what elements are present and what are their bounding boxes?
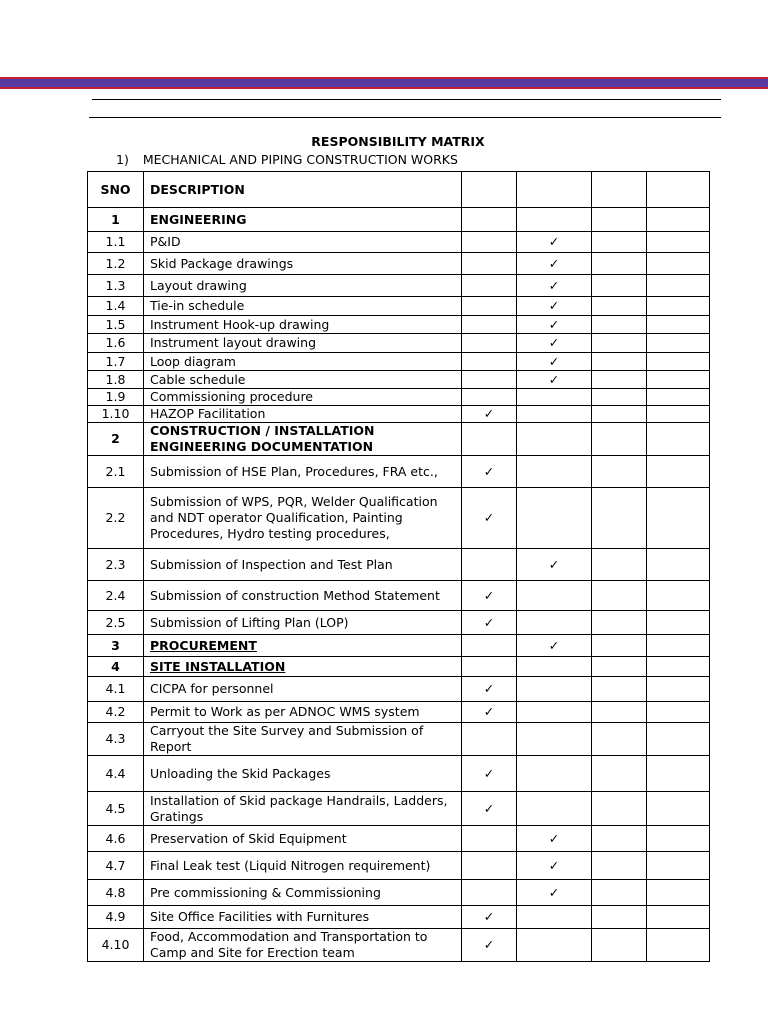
row-sno: 4.2	[88, 702, 144, 723]
responsibility-cell-1	[462, 371, 517, 389]
row-description-text: SITE INSTALLATION	[150, 658, 286, 674]
row-description	[144, 208, 462, 232]
responsibility-cell-3	[592, 929, 647, 962]
responsibility-cell-2	[517, 657, 592, 677]
table-row	[88, 456, 710, 488]
row-description	[144, 677, 462, 702]
row-description	[144, 611, 462, 635]
row-description	[144, 232, 462, 253]
responsibility-cell-4	[647, 353, 710, 371]
table-row	[88, 826, 710, 852]
responsibility-cell-1	[462, 677, 517, 702]
row-description	[144, 316, 462, 334]
row-description-text: Unloading the Skid Packages	[150, 765, 331, 781]
table-row	[88, 275, 710, 297]
row-sno: 1	[88, 208, 144, 232]
responsibility-cell-3	[592, 316, 647, 334]
responsibility-cell-1	[462, 635, 517, 657]
table-row	[88, 406, 710, 423]
responsibility-cell-3	[592, 406, 647, 423]
responsibility-cell-1	[462, 792, 517, 826]
responsibility-cell-4	[647, 852, 710, 880]
responsibility-cell-3	[592, 826, 647, 852]
responsibility-cell-3	[592, 456, 647, 488]
responsibility-cell-4	[647, 549, 710, 581]
responsibility-cell-3	[592, 549, 647, 581]
responsibility-cell-1	[462, 723, 517, 756]
responsibility-matrix-table	[87, 171, 710, 962]
row-description-text: Commissioning procedure	[150, 389, 313, 404]
row-description	[144, 488, 462, 549]
responsibility-cell-3	[592, 371, 647, 389]
check-mark-icon: ✓	[548, 857, 560, 873]
row-description-text: Final Leak test (Liquid Nitrogen requirement)	[150, 857, 431, 873]
responsibility-cell-3	[592, 275, 647, 297]
check-mark-icon: ✓	[483, 937, 495, 952]
header-description: DESCRIPTION	[144, 172, 462, 208]
table-row	[88, 423, 710, 456]
responsibility-cell-1	[462, 297, 517, 316]
table-row	[88, 635, 710, 657]
row-description-text: Instrument Hook-up drawing	[150, 316, 330, 332]
responsibility-cell-4	[647, 297, 710, 316]
row-sno: 4.4	[88, 756, 144, 792]
responsibility-cell-2	[517, 792, 592, 826]
responsibility-cell-4	[647, 316, 710, 334]
responsibility-cell-4	[647, 371, 710, 389]
responsibility-cell-1	[462, 611, 517, 635]
check-mark-icon: ✓	[548, 830, 560, 846]
responsibility-cell-3	[592, 677, 647, 702]
row-description	[144, 635, 462, 657]
row-description	[144, 549, 462, 581]
responsibility-cell-4	[647, 389, 710, 406]
responsibility-cell-1	[462, 488, 517, 549]
row-sno: 1.6	[88, 334, 144, 353]
row-sno: 1.7	[88, 353, 144, 371]
responsibility-cell-4	[647, 723, 710, 756]
responsibility-cell-2	[517, 275, 592, 297]
responsibility-cell-1	[462, 406, 517, 423]
table-row	[88, 792, 710, 826]
table-header-row	[88, 172, 710, 208]
responsibility-cell-2	[517, 906, 592, 929]
row-description-text: Submission of Lifting Plan (LOP)	[150, 614, 349, 630]
row-description-text: Preservation of Skid Equipment	[150, 830, 347, 846]
row-description-text: Pre commissioning & Commissioning	[150, 884, 381, 900]
row-sno: 2.5	[88, 611, 144, 635]
row-description	[144, 792, 462, 826]
check-mark-icon: ✓	[483, 909, 495, 924]
responsibility-cell-1	[462, 353, 517, 371]
row-sno: 3	[88, 635, 144, 657]
responsibility-cell-3	[592, 232, 647, 253]
row-description-text: Loop diagram	[150, 353, 236, 369]
responsibility-cell-4	[647, 702, 710, 723]
row-sno: 4.3	[88, 723, 144, 756]
row-sno: 4.7	[88, 852, 144, 880]
responsibility-cell-4	[647, 488, 710, 549]
row-description-text: Installation of Skid package Handrails, Ladders, Gratings	[150, 792, 448, 824]
responsibility-cell-3	[592, 581, 647, 611]
check-mark-icon: ✓	[483, 510, 495, 525]
responsibility-cell-4	[647, 208, 710, 232]
row-sno: 1.9	[88, 389, 144, 406]
row-description	[144, 253, 462, 275]
row-description	[144, 275, 462, 297]
responsibility-cell-1	[462, 316, 517, 334]
check-mark-icon: ✓	[548, 277, 560, 293]
section-number: 1)	[116, 152, 129, 167]
check-mark-icon: ✓	[548, 884, 560, 900]
row-description-text: PROCUREMENT	[150, 637, 257, 653]
row-description	[144, 389, 462, 406]
responsibility-cell-1	[462, 756, 517, 792]
table-row	[88, 611, 710, 635]
row-sno: 2.1	[88, 456, 144, 488]
responsibility-cell-3	[592, 723, 647, 756]
responsibility-cell-1	[462, 456, 517, 488]
responsibility-cell-4	[647, 253, 710, 275]
header-col-3	[462, 172, 517, 208]
header-col-4	[517, 172, 592, 208]
row-description	[144, 581, 462, 611]
responsibility-cell-2	[517, 297, 592, 316]
check-mark-icon: ✓	[548, 353, 560, 369]
table-row	[88, 929, 710, 962]
responsibility-cell-1	[462, 852, 517, 880]
check-mark-icon: ✓	[483, 681, 495, 696]
check-mark-icon: ✓	[548, 371, 560, 387]
responsibility-cell-4	[647, 635, 710, 657]
row-description-text: Submission of WPS, PQR, Welder Qualification and NDT operator Qualification, Painting Procedures, Hydro testing procedures,	[150, 494, 438, 541]
table-row	[88, 353, 710, 371]
responsibility-cell-1	[462, 549, 517, 581]
responsibility-cell-1	[462, 702, 517, 723]
row-sno: 2.2	[88, 488, 144, 549]
table-row	[88, 852, 710, 880]
row-description-text: Submission of HSE Plan, Procedures, FRA etc.,	[150, 463, 438, 479]
row-description-text: Layout drawing	[150, 277, 247, 293]
responsibility-cell-3	[592, 353, 647, 371]
row-description	[144, 353, 462, 371]
row-sno: 4.1	[88, 677, 144, 702]
responsibility-cell-3	[592, 635, 647, 657]
responsibility-cell-2	[517, 611, 592, 635]
responsibility-cell-1	[462, 929, 517, 962]
row-description	[144, 906, 462, 929]
responsibility-cell-2	[517, 929, 592, 962]
responsibility-cell-3	[592, 880, 647, 906]
table-row	[88, 232, 710, 253]
responsibility-cell-2	[517, 677, 592, 702]
check-mark-icon: ✓	[548, 316, 560, 332]
responsibility-cell-2	[517, 353, 592, 371]
row-description	[144, 756, 462, 792]
responsibility-cell-4	[647, 826, 710, 852]
responsibility-cell-4	[647, 232, 710, 253]
responsibility-cell-4	[647, 677, 710, 702]
row-description	[144, 723, 462, 756]
row-sno: 2.3	[88, 549, 144, 581]
table-body	[88, 208, 710, 962]
table-row	[88, 880, 710, 906]
responsibility-cell-3	[592, 702, 647, 723]
row-description-text: Site Office Facilities with Furnitures	[150, 909, 370, 924]
responsibility-cell-2	[517, 549, 592, 581]
responsibility-cell-2	[517, 406, 592, 423]
header-col-5	[592, 172, 647, 208]
responsibility-cell-2	[517, 334, 592, 353]
check-mark-icon: ✓	[483, 406, 495, 421]
row-description	[144, 423, 462, 456]
row-description-text: HAZOP Facilitation	[150, 406, 266, 421]
responsibility-cell-1	[462, 232, 517, 253]
responsibility-cell-3	[592, 334, 647, 353]
row-sno: 1.3	[88, 275, 144, 297]
row-description-text: Cable schedule	[150, 371, 246, 387]
row-description-text: CONSTRUCTION / INSTALLATION ENGINEERING DOCUMENTATION	[150, 423, 375, 454]
responsibility-cell-1	[462, 334, 517, 353]
responsibility-cell-2	[517, 371, 592, 389]
row-sno: 2	[88, 423, 144, 456]
table-row	[88, 316, 710, 334]
responsibility-cell-3	[592, 297, 647, 316]
row-sno: 4.8	[88, 880, 144, 906]
table-row	[88, 253, 710, 275]
check-mark-icon: ✓	[483, 704, 495, 719]
check-mark-icon: ✓	[483, 800, 495, 816]
responsibility-cell-1	[462, 423, 517, 456]
table-row	[88, 723, 710, 756]
table-row	[88, 371, 710, 389]
responsibility-cell-4	[647, 611, 710, 635]
responsibility-cell-4	[647, 880, 710, 906]
row-description	[144, 334, 462, 353]
row-description-text: Instrument layout drawing	[150, 335, 317, 350]
responsibility-cell-2	[517, 852, 592, 880]
row-description-text: ENGINEERING	[150, 211, 247, 227]
responsibility-cell-3	[592, 852, 647, 880]
table-row	[88, 334, 710, 353]
responsibility-cell-2	[517, 423, 592, 456]
row-sno: 1.1	[88, 232, 144, 253]
responsibility-cell-3	[592, 208, 647, 232]
row-description-text: CICPA for personnel	[150, 681, 274, 696]
responsibility-cell-3	[592, 657, 647, 677]
responsibility-cell-4	[647, 581, 710, 611]
row-description-text: Submission of Inspection and Test Plan	[150, 556, 393, 572]
table-row	[88, 657, 710, 677]
table-row	[88, 906, 710, 929]
row-sno: 4.9	[88, 906, 144, 929]
header-col-6	[647, 172, 710, 208]
table-row	[88, 677, 710, 702]
responsibility-cell-4	[647, 929, 710, 962]
responsibility-cell-1	[462, 208, 517, 232]
responsibility-cell-3	[592, 488, 647, 549]
row-description-text: Carryout the Site Survey and Submission of Report	[150, 723, 424, 754]
row-sno: 1.4	[88, 297, 144, 316]
header-sno: SNO	[88, 172, 144, 208]
responsibility-cell-3	[592, 253, 647, 275]
responsibility-cell-2	[517, 635, 592, 657]
row-description	[144, 371, 462, 389]
row-description	[144, 702, 462, 723]
responsibility-cell-3	[592, 792, 647, 826]
responsibility-cell-1	[462, 657, 517, 677]
check-mark-icon: ✓	[483, 463, 495, 479]
responsibility-cell-4	[647, 275, 710, 297]
check-mark-icon: ✓	[548, 556, 560, 572]
row-sno: 2.4	[88, 581, 144, 611]
row-description-text: Submission of construction Method Statement	[150, 587, 440, 603]
row-description	[144, 456, 462, 488]
responsibility-cell-2	[517, 723, 592, 756]
table-row	[88, 208, 710, 232]
row-description	[144, 826, 462, 852]
row-description-text: Food, Accommodation and Transportation to Camp and Site for Erection team	[150, 929, 428, 960]
responsibility-cell-4	[647, 756, 710, 792]
responsibility-cell-2	[517, 880, 592, 906]
table-row	[88, 702, 710, 723]
responsibility-cell-2	[517, 756, 592, 792]
row-sno: 1.10	[88, 406, 144, 423]
check-mark-icon: ✓	[548, 234, 560, 249]
responsibility-cell-4	[647, 423, 710, 456]
check-mark-icon: ✓	[548, 335, 560, 350]
responsibility-cell-2	[517, 826, 592, 852]
responsibility-cell-3	[592, 906, 647, 929]
header-rule-1	[92, 99, 721, 100]
table-row	[88, 488, 710, 549]
responsibility-cell-4	[647, 406, 710, 423]
table-row	[88, 549, 710, 581]
table-row	[88, 297, 710, 316]
responsibility-cell-4	[647, 334, 710, 353]
responsibility-cell-1	[462, 906, 517, 929]
table-row	[88, 756, 710, 792]
responsibility-cell-3	[592, 389, 647, 406]
check-mark-icon: ✓	[483, 614, 495, 630]
check-mark-icon: ✓	[548, 255, 560, 271]
row-sno: 1.2	[88, 253, 144, 275]
responsibility-cell-4	[647, 456, 710, 488]
row-description	[144, 852, 462, 880]
row-sno: 1.5	[88, 316, 144, 334]
check-mark-icon: ✓	[548, 637, 560, 653]
row-sno: 4.6	[88, 826, 144, 852]
responsibility-cell-1	[462, 826, 517, 852]
responsibility-cell-4	[647, 657, 710, 677]
table-row	[88, 581, 710, 611]
row-description	[144, 406, 462, 423]
responsibility-cell-2	[517, 581, 592, 611]
row-description-text: Skid Package drawings	[150, 255, 294, 271]
check-mark-icon: ✓	[483, 765, 495, 781]
responsibility-cell-2	[517, 702, 592, 723]
responsibility-cell-1	[462, 581, 517, 611]
row-sno: 4.10	[88, 929, 144, 962]
responsibility-cell-2	[517, 232, 592, 253]
row-description-text: Permit to Work as per ADNOC WMS system	[150, 704, 420, 719]
table-row	[88, 389, 710, 406]
row-description	[144, 657, 462, 677]
responsibility-cell-1	[462, 389, 517, 406]
row-description-text: P&ID	[150, 234, 181, 249]
responsibility-cell-3	[592, 423, 647, 456]
responsibility-cell-2	[517, 456, 592, 488]
responsibility-cell-3	[592, 611, 647, 635]
row-description	[144, 880, 462, 906]
row-description	[144, 297, 462, 316]
responsibility-cell-3	[592, 756, 647, 792]
row-sno: 4	[88, 657, 144, 677]
row-description-text: Tie-in schedule	[150, 298, 245, 313]
responsibility-cell-1	[462, 253, 517, 275]
check-mark-icon: ✓	[548, 298, 560, 313]
section-title: MECHANICAL AND PIPING CONSTRUCTION WORKS	[142, 152, 458, 167]
responsibility-cell-2	[517, 208, 592, 232]
responsibility-cell-2	[517, 316, 592, 334]
header-rule-2	[89, 117, 721, 118]
responsibility-cell-4	[647, 906, 710, 929]
responsibility-cell-2	[517, 253, 592, 275]
check-mark-icon: ✓	[483, 587, 495, 603]
row-sno: 4.5	[88, 792, 144, 826]
responsibility-cell-1	[462, 880, 517, 906]
section-heading	[116, 152, 458, 167]
responsibility-cell-2	[517, 488, 592, 549]
row-sno: 1.8	[88, 371, 144, 389]
header-band	[0, 77, 768, 89]
responsibility-cell-2	[517, 389, 592, 406]
responsibility-cell-4	[647, 792, 710, 826]
responsibility-cell-1	[462, 275, 517, 297]
document-title: RESPONSIBILITY MATRIX	[311, 134, 485, 149]
row-description	[144, 929, 462, 962]
